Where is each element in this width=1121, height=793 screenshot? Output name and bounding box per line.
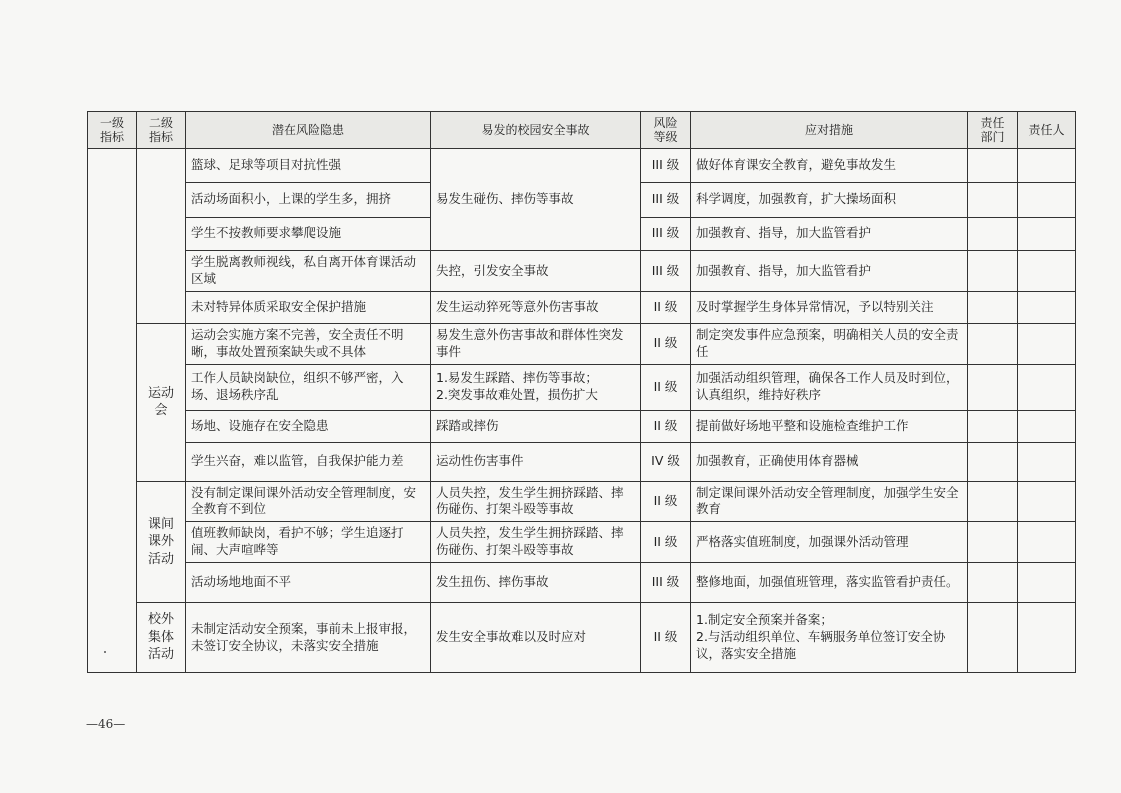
- table-row: [88, 563, 1076, 603]
- risk-cell: 值班教师缺岗，看护不够；学生追逐打闹、大声喧哗等: [186, 522, 431, 563]
- level2-category: [137, 323, 186, 481]
- header-line: 部门: [980, 130, 1005, 144]
- measure-cell: 加强教育，正确使用体育器械: [691, 442, 968, 481]
- col-header-measure: 应对措施: [691, 112, 968, 149]
- page-number: —46—: [86, 717, 126, 731]
- risk-cell: 场地、设施存在安全隐患: [186, 410, 431, 442]
- table-row: [88, 323, 1076, 364]
- risk-level-cell: III 级: [641, 251, 691, 292]
- measure-cell: 科学调度，加强教育，扩大操场面积: [691, 182, 968, 217]
- measure-cell: 加强活动组织管理，确保各工作人员及时到位，认真组织，维持好秩序: [691, 364, 968, 410]
- header-line: 指标: [148, 130, 173, 144]
- category-line: 活动: [147, 647, 174, 663]
- header-line: 风险: [653, 115, 678, 130]
- header-line: 二级: [148, 115, 173, 130]
- risk-level-cell: II 级: [641, 603, 691, 673]
- table-row: [88, 442, 1076, 481]
- department-cell: [968, 292, 1018, 324]
- department-cell: [968, 364, 1018, 410]
- header-line: 一级: [99, 115, 124, 130]
- risk-cell: 工作人员缺岗缺位，组织不够严密，入场、退场秩序乱: [186, 364, 431, 410]
- accident-cell: 人员失控，发生学生拥挤踩踏、摔伤碰伤、打架斗殴等事故: [431, 481, 641, 522]
- department-cell: [968, 323, 1018, 364]
- risk-cell: 篮球、足球等项目对抗性强: [186, 149, 431, 183]
- department-cell: [968, 481, 1018, 522]
- risk-cell: 活动场地地面不平: [186, 563, 431, 603]
- person-cell: [1018, 563, 1076, 603]
- department-cell: [968, 149, 1018, 183]
- header-line: 等级: [653, 130, 678, 144]
- department-cell: [968, 442, 1018, 481]
- measure-cell: 严格落实值班制度，加强课外活动管理: [691, 522, 968, 563]
- person-cell: [1018, 323, 1076, 364]
- table-row: [88, 481, 1076, 522]
- accident-cell: 发生安全事故难以及时应对: [431, 603, 641, 673]
- risk-cell: 未对特异体质采取安全保护措施: [186, 292, 431, 324]
- header-line: 责任: [980, 115, 1005, 130]
- risk-cell: 学生脱离教师视线，私自离开体育课活动区域: [186, 251, 431, 292]
- category-line: 课间: [147, 516, 174, 532]
- risk-level-cell: II 级: [641, 292, 691, 324]
- person-cell: [1018, 410, 1076, 442]
- category-line: 会: [154, 403, 168, 419]
- accident-cell: 易发生意外伤害事故和群体性突发事件: [431, 323, 641, 364]
- col-header-person: 责任人: [1018, 112, 1076, 149]
- level2-category: [137, 603, 186, 673]
- department-cell: [968, 603, 1018, 673]
- risk-cell: 学生不按教师要求攀爬设施: [186, 217, 431, 251]
- level2-category: [137, 149, 186, 324]
- measure-cell: 做好体育课安全教育，避免事故发生: [691, 149, 968, 183]
- accident-cell: 失控，引发安全事故: [431, 251, 641, 292]
- measure-line: 1.制定安全预案并备案；: [696, 612, 833, 628]
- risk-level-cell: III 级: [641, 182, 691, 217]
- risk-cell: 未制定活动安全预案，事前未上报审报，未签订安全协议，未落实安全措施: [186, 603, 431, 673]
- risk-cell: 活动场面积小，上课的学生多，拥挤: [186, 182, 431, 217]
- department-cell: [968, 251, 1018, 292]
- department-cell: [968, 563, 1018, 603]
- col-header-level2: [137, 112, 186, 149]
- category-line: 课外: [147, 534, 174, 550]
- person-cell: [1018, 364, 1076, 410]
- accident-cell: 运动性伤害事件: [431, 442, 641, 481]
- risk-level-cell: II 级: [641, 323, 691, 364]
- department-cell: [968, 217, 1018, 251]
- col-header-accident: 易发的校园安全事故: [431, 112, 641, 149]
- category-line: 活动: [147, 551, 174, 567]
- risk-level-cell: III 级: [641, 149, 691, 183]
- person-cell: [1018, 251, 1076, 292]
- stray-dot: [104, 651, 106, 653]
- table-row: [88, 251, 1076, 292]
- category-line: 运动: [147, 385, 174, 401]
- accident-line: 1.易发生踩踏、摔伤等事故；: [436, 370, 598, 386]
- table-row: [88, 522, 1076, 563]
- measure-cell: 加强教育、指导，加大监管看护: [691, 251, 968, 292]
- person-cell: [1018, 522, 1076, 563]
- accident-line: 2.突发事故难处置，损伤扩大: [436, 387, 598, 403]
- table-row: [88, 364, 1076, 410]
- risk-level-cell: II 级: [641, 481, 691, 522]
- measure-cell: 整修地面，加强值班管理，落实监管看护责任。: [691, 563, 968, 603]
- measure-cell: 制定课间课外活动安全管理制度，加强学生安全教育: [691, 481, 968, 522]
- risk-level-cell: II 级: [641, 410, 691, 442]
- accident-cell: 发生运动猝死等意外伤害事故: [431, 292, 641, 324]
- risk-cell: 学生兴奋，难以监管，自我保护能力差: [186, 442, 431, 481]
- risk-level-cell: IV 级: [641, 442, 691, 481]
- risk-level-cell: II 级: [641, 364, 691, 410]
- accident-cell: 易发生碰伤、摔伤等事故: [431, 149, 641, 251]
- measure-line: 2.与活动组织单位、车辆服务单位签订安全协议，落实安全措施: [696, 629, 946, 662]
- person-cell: [1018, 442, 1076, 481]
- measure-cell: 及时掌握学生身体异常情况，予以特别关注: [691, 292, 968, 324]
- person-cell: [1018, 292, 1076, 324]
- measure-cell: [691, 603, 968, 673]
- risk-cell: 运动会实施方案不完善，安全责任不明晰，事故处置预案缺失或不具体: [186, 323, 431, 364]
- risk-table: [87, 111, 1076, 673]
- person-cell: [1018, 182, 1076, 217]
- level2-category: [137, 481, 186, 603]
- category-line: 集体: [147, 629, 174, 645]
- measure-cell: 提前做好场地平整和设施检查维护工作: [691, 410, 968, 442]
- col-header-risk-level: [641, 112, 691, 149]
- col-header-department: [968, 112, 1018, 149]
- person-cell: [1018, 603, 1076, 673]
- risk-cell: 没有制定课间课外活动安全管理制度，安全教育不到位: [186, 481, 431, 522]
- accident-cell: 发生扭伤、摔伤事故: [431, 563, 641, 603]
- measure-cell: 制定突发事件应急预案，明确相关人员的安全责任: [691, 323, 968, 364]
- person-cell: [1018, 149, 1076, 183]
- header-row: [88, 112, 1076, 149]
- col-header-level1: [88, 112, 137, 149]
- person-cell: [1018, 217, 1076, 251]
- accident-cell: 人员失控，发生学生拥挤踩踏、摔伤碰伤、打架斗殴等事故: [431, 522, 641, 563]
- risk-level-cell: III 级: [641, 217, 691, 251]
- header-line: 指标: [99, 130, 124, 144]
- risk-level-cell: III 级: [641, 563, 691, 603]
- accident-cell: 踩踏或摔伤: [431, 410, 641, 442]
- table-row: [88, 149, 1076, 183]
- level1-cell: [88, 149, 137, 673]
- table-row: [88, 603, 1076, 673]
- department-cell: [968, 522, 1018, 563]
- table-row: [88, 292, 1076, 324]
- person-cell: [1018, 481, 1076, 522]
- risk-level-cell: II 级: [641, 522, 691, 563]
- measure-cell: 加强教育、指导，加大监管看护: [691, 217, 968, 251]
- table-row: [88, 410, 1076, 442]
- col-header-risk: 潜在风险隐患: [186, 112, 431, 149]
- accident-cell: [431, 364, 641, 410]
- category-line: 校外: [147, 612, 174, 628]
- department-cell: [968, 182, 1018, 217]
- department-cell: [968, 410, 1018, 442]
